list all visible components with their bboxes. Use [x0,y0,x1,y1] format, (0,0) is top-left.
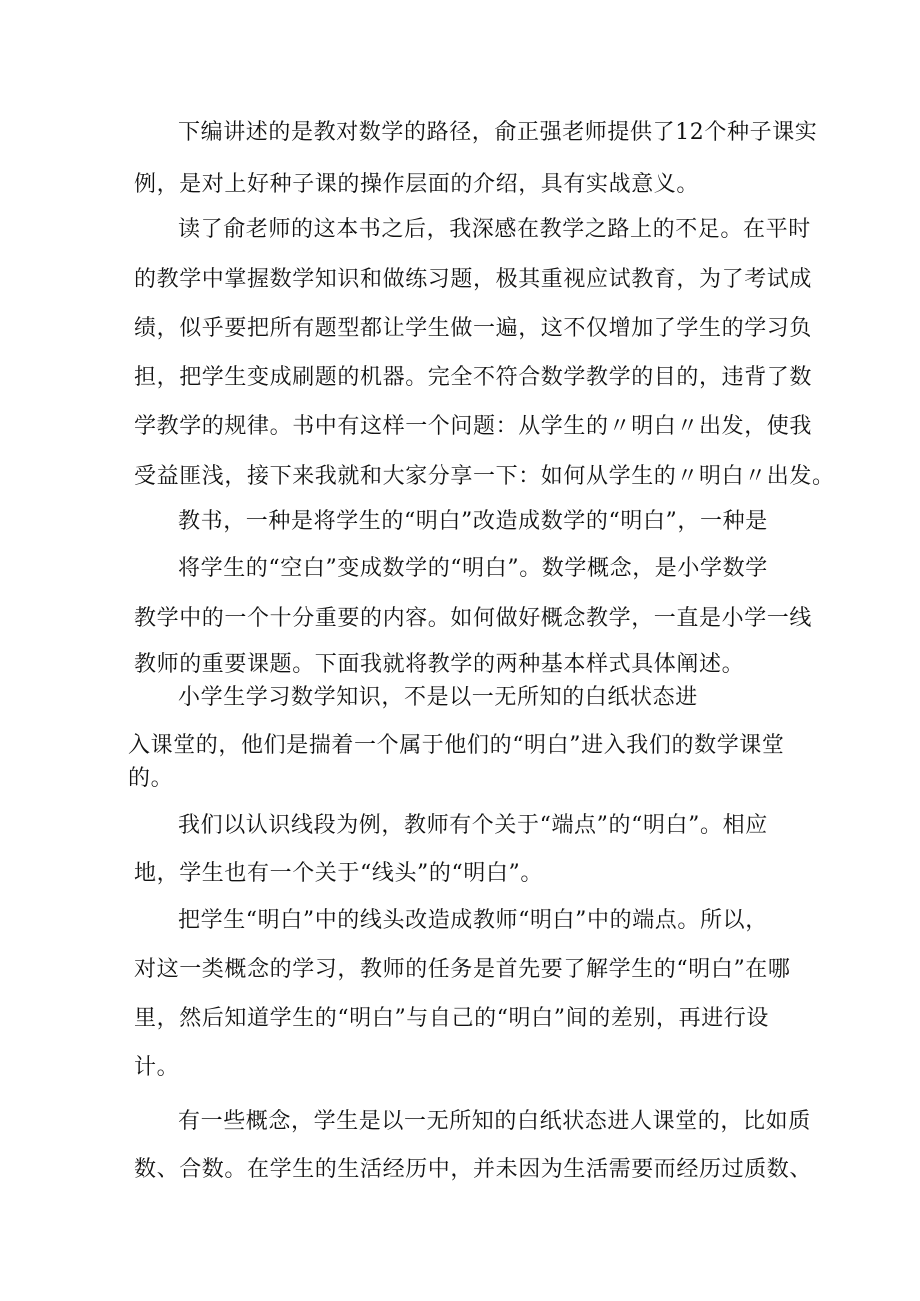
text-line: 数、合数。在学生的生活经历中，并未因为生活需要而经历过质数、 [134,1157,813,1182]
text-line: 把学生“明白”中的线头改造成教师“明白”中的端点。所以， [178,908,768,933]
text-line: 我们以认识线段为例，教师有个关于“端点”的“明白”。相应 [178,813,768,838]
text-line: 学教学的规律。书中有这样一个问题：从学生的〃明白〃出发，使我 [134,414,813,439]
text-line: 受益匪浅，接下来我就和大家分享一下：如何从学生的〃明白〃出发。 [134,464,835,489]
text-line: 担，把学生变成刷题的机器。完全不符合数学教学的目的，违背了数 [134,365,813,390]
text-line: 教书，一种是将学生的“明白”改造成数学的“明白”，一种是 [178,509,768,534]
text-line: 读了俞老师的这本书之后，我深感在教学之路上的不足。在平时 [178,217,811,242]
text-line: 教学中的一个十分重要的内容。如何做好概念教学，一直是小学一线 [134,606,813,631]
text-line: 例，是对上好种子课的操作层面的介绍，具有实战意义。 [134,172,700,197]
text-line: 地，学生也有一个关于“线头”的“明白”。 [134,861,543,886]
text-line: 有一些概念，学生是以一无所知的白纸状态进人课堂的，比如质 [178,1109,811,1134]
text-line: 将学生的“空白”变成数学的“明白”。数学概念，是小学数学 [178,556,768,581]
text-line: 的。 [128,766,174,791]
text-line: 计。 [134,1055,180,1080]
text-line: 入课堂的，他们是揣着一个属于他们的“明白”进入我们的数学课堂 [128,733,785,758]
text-line: 里，然后知道学生的“明白”与自己的“明白”间的差别，再进行设 [134,1006,769,1031]
text-line: 的教学中掌握数学知识和做练习题，极其重视应试教育，为了考试成 [134,267,813,292]
text-line: 教师的重要课题。下面我就将教学的两种基本样式具体阐述。 [134,652,745,677]
text-line: 绩，似乎要把所有题型都让学生做一遍，这不仅增加了学生的学习负 [134,316,813,341]
text-line: 对这一类概念的学习，教师的任务是首先要了解学生的“明白”在哪 [134,957,791,982]
text-line: 下编讲述的是教对数学的路径，俞正强老师提供了12个种子课实 [178,120,818,145]
text-line: 小学生学习数学知识，不是以一无所知的白纸状态进 [178,685,698,710]
